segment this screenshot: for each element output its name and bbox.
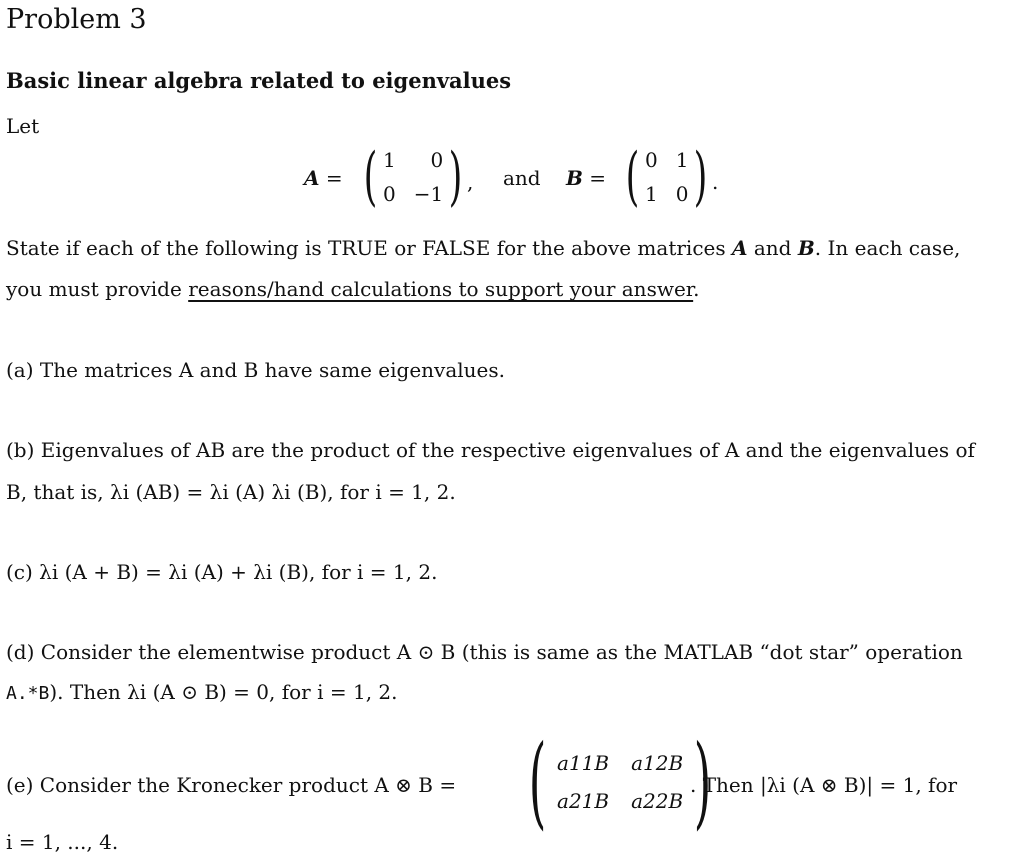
item-c: (c) λi (A + B) = λi (A) + λi (B), for i = 1, 2. [6, 560, 438, 584]
matrix-b [620, 140, 713, 214]
a12: 0 [430, 148, 444, 172]
k12: a12B [631, 751, 684, 775]
underlined-requirement: reasons/hand calculations to support your answer [188, 277, 694, 301]
b22: 0 [675, 182, 689, 206]
b12: 1 [675, 148, 689, 172]
a21: 0 [382, 182, 396, 206]
item-d-line1: (d) Consider the elementwise product A ⊙ B (this is same as the MATLAB “dot star” operation [6, 640, 963, 664]
item-e-pre: (e) Consider the Kronecker product A ⊗ B = [6, 773, 457, 797]
right-paren: ) [694, 140, 708, 214]
matlab-code: A.*B [6, 683, 50, 704]
item-b-line1: (b) Eigenvalues of AB are the product of the respective eigenvalues of A and the eigenvalues of [6, 438, 975, 462]
section-subtitle: Basic linear algebra related to eigenvalues [6, 68, 512, 93]
let-text: Let [6, 114, 40, 138]
b21: 1 [644, 182, 658, 206]
k22: a22B [631, 789, 684, 813]
instructions-line2: you must provide reasons/hand calculations to support your answer. [6, 277, 700, 301]
matrix-b-entries [645, 148, 688, 206]
kronecker-entries [557, 751, 683, 813]
left-paren: ( [625, 140, 640, 214]
matrix-a-entries [383, 148, 443, 206]
a11: 1 [382, 148, 396, 172]
right-paren: ) [693, 723, 712, 840]
and-text: and [503, 166, 541, 190]
b11: 0 [644, 148, 658, 172]
k21: a21B [557, 789, 610, 813]
matrix-a [358, 140, 468, 214]
left-paren: ( [528, 723, 547, 840]
period: . [712, 170, 719, 194]
problem-title: Problem 3 [6, 4, 147, 35]
a22: −1 [413, 182, 444, 206]
item-d-line2: A.*B). Then λi (A ⊙ B) = 0, for i = 1, 2. [6, 680, 398, 704]
instructions-line1: State if each of the following is TRUE or FALSE for the above matrices A and B. In each case, [6, 236, 961, 260]
comma: , [467, 170, 474, 194]
item-b-line2: B, that is, λi (AB) = λi (A) λi (B), for i = 1, 2. [6, 480, 456, 504]
item-a: (a) The matrices A and B have same eigenvalues. [6, 358, 506, 382]
k11: a11B [557, 751, 610, 775]
item-e-post: . Then |λi (A ⊗ B)| = 1, for [690, 773, 958, 797]
right-paren: ) [448, 140, 463, 214]
matrix-b-label: B = [566, 166, 607, 190]
matrix-a-label: A = [304, 166, 343, 190]
left-paren: ( [363, 140, 378, 214]
item-e-line2: i = 1, ..., 4. [6, 830, 119, 854]
